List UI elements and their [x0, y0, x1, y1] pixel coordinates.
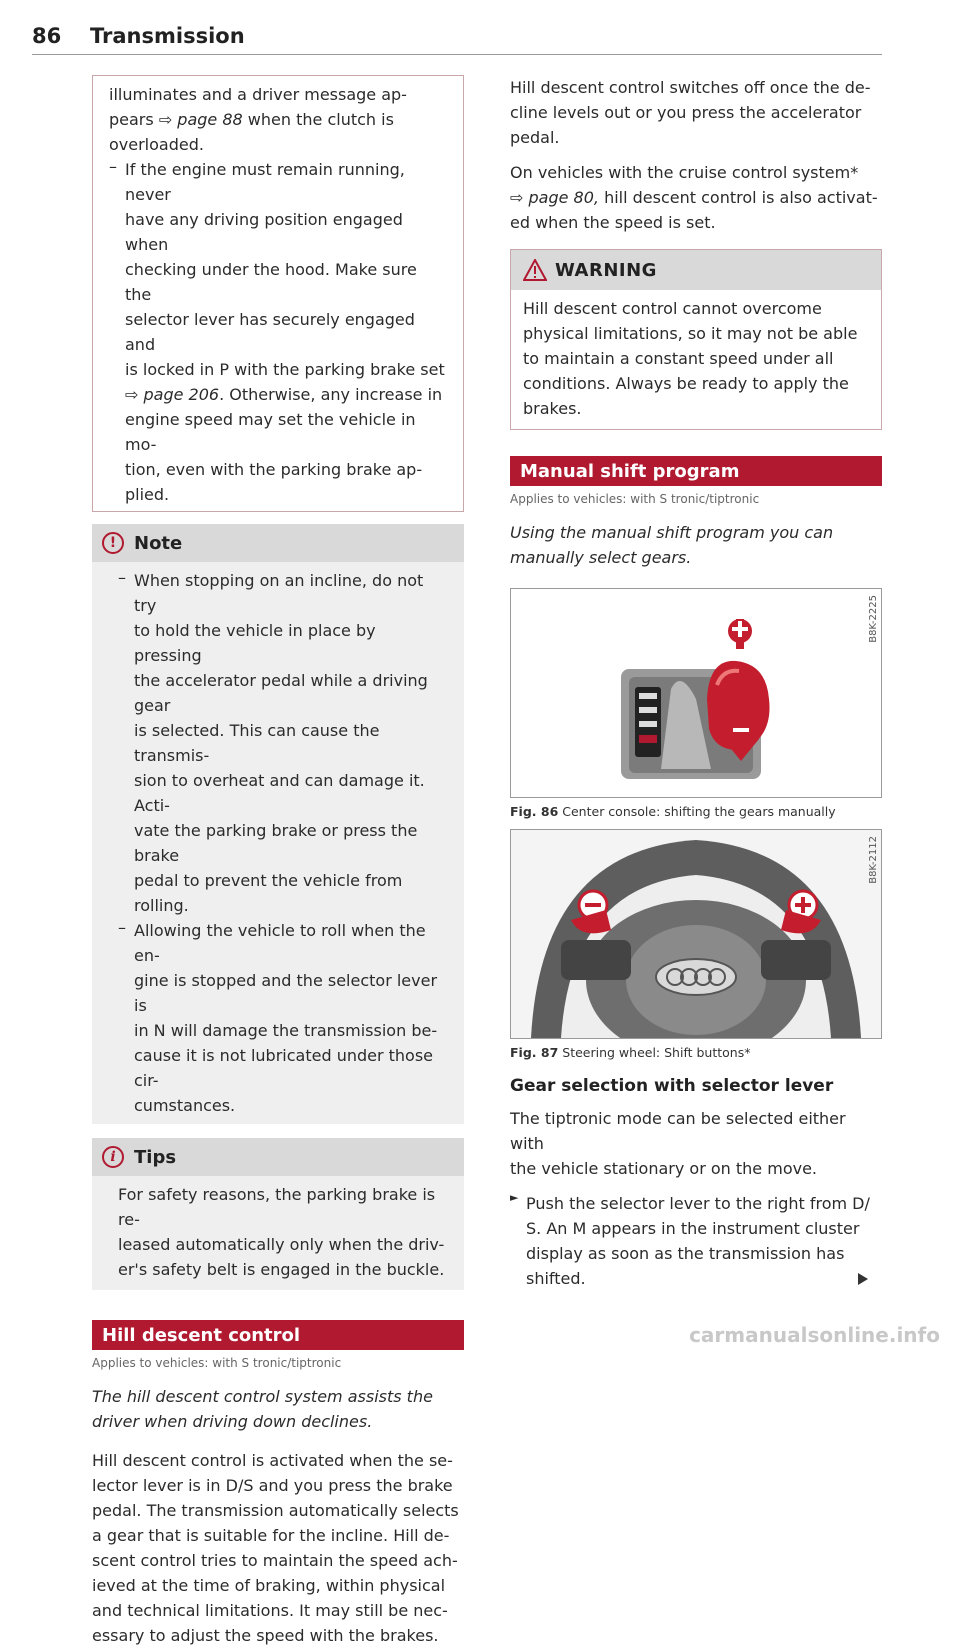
subheading-gear-selection: Gear selection with selector lever	[510, 1076, 834, 1096]
warning-continuation-box	[92, 75, 464, 512]
body-paragraph: Hill descent control is activated when the se- lector lever is in D/S and you press the brake pedal. The transmission automatically selects a gear that is suitable for the incline. Hill de- scent control tries to maintain the speed ach- ieved at the time of braking, within physical and technical limitations. It may still be nec- essary to adjust the speed with the brakes.	[92, 1451, 459, 1645]
left-column	[92, 75, 464, 1648]
figure-87	[510, 829, 882, 1039]
tips-header	[92, 1138, 464, 1176]
center-console-illustration	[511, 589, 881, 797]
instruction-step: ► Push the selector lever to the right from D/ S. An M appears in the instrument cluster display as soon as the transmission has shifted.	[510, 1191, 882, 1291]
figure-code: B8K-2112	[868, 836, 879, 884]
page-ref-link[interactable]: ⇨ page 80,	[510, 188, 599, 207]
body-paragraph: Hill descent control switches off once the de- cline levels out or you press the accelerator pedal.	[510, 78, 871, 147]
info-icon: i	[102, 1146, 124, 1168]
continue-arrow-icon	[858, 1273, 868, 1285]
note-body	[92, 562, 464, 1124]
warning-body: Hill descent control cannot overcome physical limitations, so it may not be able to maintain a constant speed under all conditions. Always be ready to apply the brakes.	[523, 299, 858, 418]
tips-title: Tips	[134, 1146, 177, 1168]
text-line: overloaded.	[109, 135, 204, 154]
page-ref-link[interactable]: ⇨ page 206	[125, 385, 220, 404]
figure-caption: Fig. 87 Steering wheel: Shift buttons*	[510, 1045, 751, 1060]
warning-header	[511, 250, 881, 290]
tips-body: For safety reasons, the parking brake is re- leased automatically only when the driv- er's safety belt is engaged in the buckle.	[92, 1176, 464, 1290]
warning-box	[510, 249, 882, 430]
list-item: – Allowing the vehicle to roll when the en- gine is stopped and the selector lever is in N will damage the transmission be- cause it is not lubricated under those cir- cumstances.	[118, 918, 448, 1118]
note-title: Note	[134, 532, 183, 554]
body-paragraph: The tiptronic mode can be selected either with the vehicle stationary or on the move.	[510, 1109, 846, 1178]
section-heading-manual-shift: Manual shift program	[510, 456, 882, 486]
warning-triangle-icon	[523, 259, 547, 281]
section-heading-hill-descent: Hill descent control	[92, 1320, 464, 1350]
page-number: 86	[32, 24, 62, 48]
figure-caption: Fig. 86 Center console: shifting the gears manually	[510, 804, 836, 819]
figure-code: B8K-2225	[868, 595, 879, 643]
note-header	[92, 524, 464, 562]
applies-to: Applies to vehicles: with S tronic/tiptronic	[510, 492, 760, 506]
warning-title: WARNING	[555, 259, 657, 281]
steering-wheel-illustration	[511, 830, 881, 1038]
watermark: carmanualsonline.info	[689, 1323, 940, 1347]
page-ref-link[interactable]: ⇨ page 88	[158, 110, 243, 129]
applies-to: Applies to vehicles: with S tronic/tiptronic	[92, 1356, 342, 1370]
body-paragraph: On vehicles with the cruise control system* ⇨ page 80, hill descent control is also activat- ed when the speed is set.	[510, 163, 878, 232]
list-item: – When stopping on an incline, do not try to hold the vehicle in place by pressing the accelerator pedal while a driving gear is selected. This can cause the transmis- sion to overheat and can damage it. Acti- vate the parking brake or press the brake pedal to prevent the vehicle from rolling.	[118, 568, 448, 918]
page-header	[32, 24, 882, 55]
list-item: – If the engine must remain running, never have any driving position engaged when checking under the hood. Make sure the selector lever has securely engaged and is locked in P with the parking brake set ⇨ page 206. Otherwise, any increase in engine speed may set the vehicle in mo- tion, even with the parking brake ap- plied.	[109, 157, 447, 507]
section-title: Transmission	[90, 24, 245, 48]
text-line: pears ⇨ page 88 when the clutch is	[109, 110, 394, 129]
exclamation-icon: !	[102, 532, 124, 554]
intro-text: Using the manual shift program you can manually select gears.	[510, 523, 834, 567]
text-line: illuminates and a driver message ap-	[109, 85, 407, 104]
figure-86	[510, 588, 882, 798]
right-column	[510, 75, 882, 1291]
intro-text: The hill descent control system assists the driver when driving down declines.	[92, 1387, 433, 1431]
